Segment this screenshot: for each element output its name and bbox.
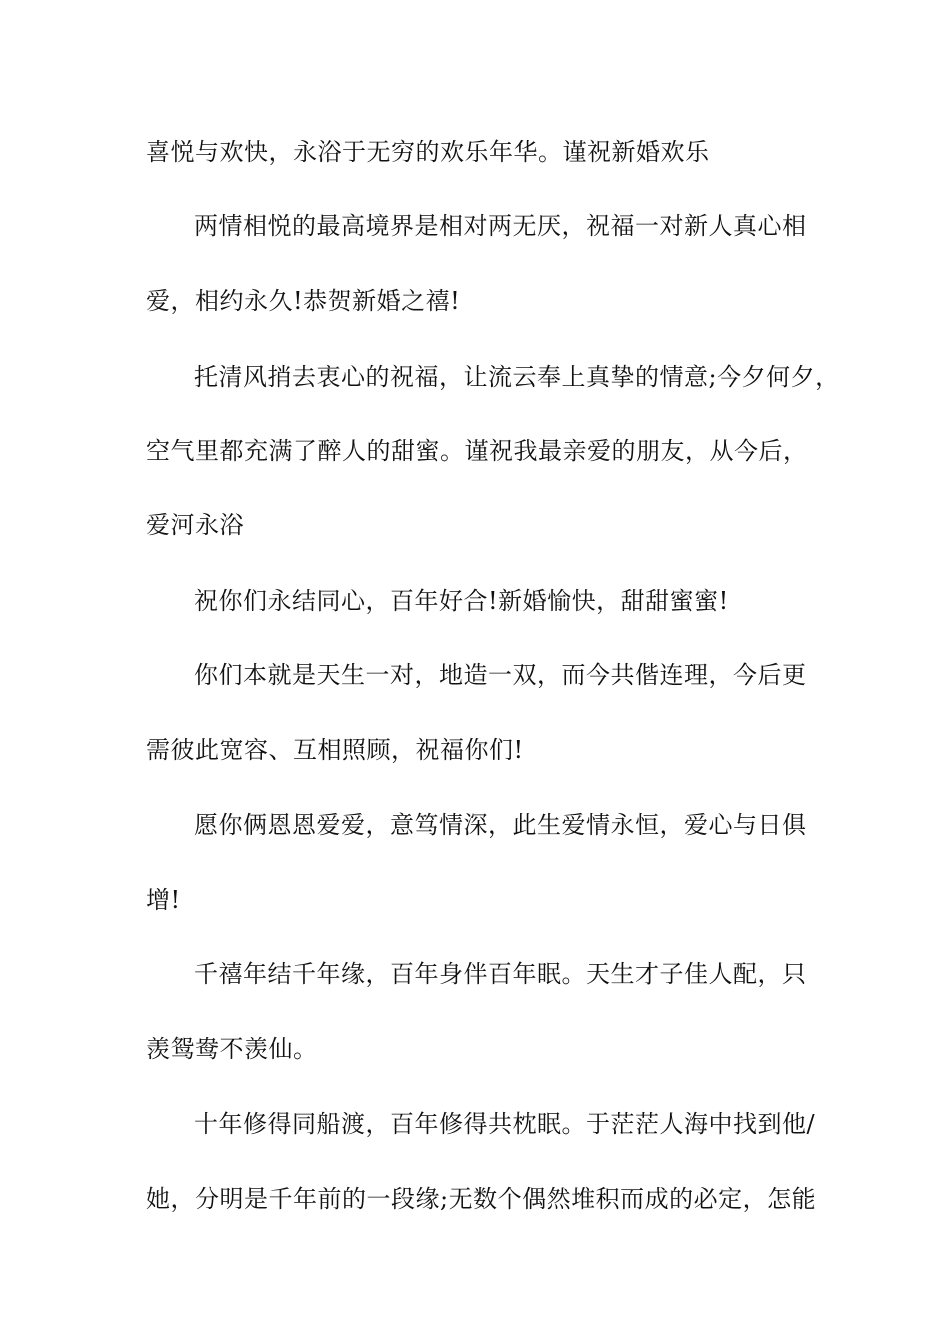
text-line: 喜悦与欢快，永浴于无穷的欢乐年华。谨祝新婚欢乐 (146, 138, 710, 166)
text-line: 增! (146, 886, 181, 914)
paragraph-first-line: 愿你俩恩恩爱爱，意笃情深，此生爱情永恒，爱心与日俱 (194, 811, 807, 839)
text-line: 空气里都充满了醉人的甜蜜。谨祝我最亲爱的朋友，从今后， (146, 437, 808, 465)
text-line: 需彼此宽容、互相照顾，祝福你们! (146, 736, 524, 764)
paragraph-first-line: 你们本就是天生一对，地造一双，而今共偕连理，今后更 (194, 661, 807, 689)
paragraph-first-line: 祝你们永结同心，百年好合!新婚愉快，甜甜蜜蜜! (194, 587, 729, 615)
text-line: 羡鸳鸯不羡仙。 (146, 1035, 318, 1063)
paragraph-first-line: 千禧年结千年缘，百年身伴百年眠。天生才子佳人配，只 (194, 960, 807, 988)
paragraph-first-line: 十年修得同船渡，百年修得共枕眠。于茫茫人海中找到他/ (194, 1110, 816, 1138)
text-line: 爱，相约永久!恭贺新婚之禧! (146, 287, 461, 315)
text-line: 爱河永浴 (146, 511, 244, 539)
paragraph-first-line: 托清风捎去衷心的祝福，让流云奉上真挚的情意;今夕何夕， (194, 363, 840, 391)
text-line: 她，分明是千年前的一段缘;无数个偶然堆积而成的必定，怎能 (146, 1185, 817, 1213)
paragraph-first-line: 两情相悦的最高境界是相对两无厌，祝福一对新人真心相 (194, 212, 807, 240)
